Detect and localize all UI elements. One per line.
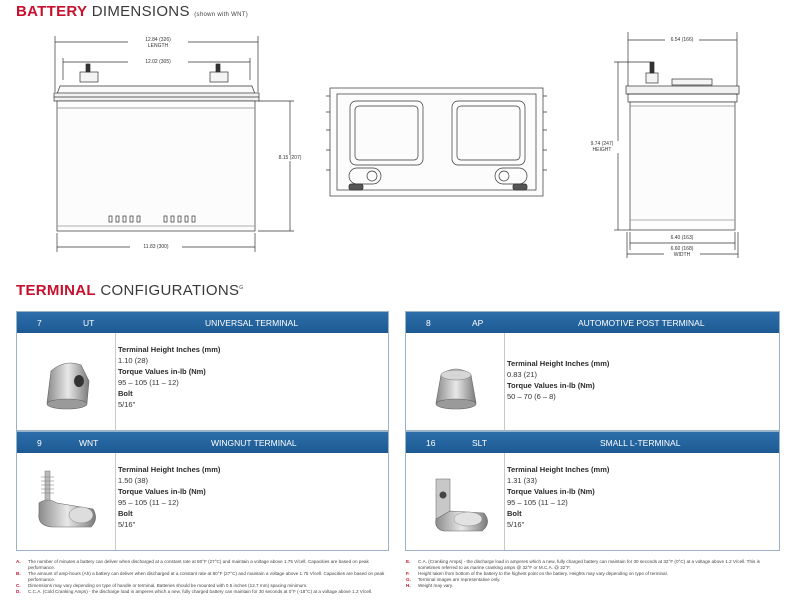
terminal-card-header xyxy=(406,432,779,453)
height-label: HEIGHT xyxy=(592,147,612,153)
height-label: Terminal Height Inches (mm) xyxy=(118,465,221,474)
universal-terminal-image xyxy=(17,333,116,430)
footnote-text: C.A. (Cranking Amps) - the discharge load in amperes which a new, fully charged battery can maintain for 30 seconds at 32°F (0°C) at a voltage above 1.2 V/cell. This is sometimes referred to as marine cranking amps @ 32°F or M.C.A. @ 32°F. xyxy=(418,559,760,570)
width-value: 6.60 (168) xyxy=(670,246,694,252)
terminal-code: WNT xyxy=(79,438,99,448)
height-value: 1.10 (28) xyxy=(118,356,149,365)
terminal-card-ut xyxy=(16,311,389,431)
footnotes-left xyxy=(16,559,386,595)
terminal-code: UT xyxy=(83,318,95,328)
side-view-drawing xyxy=(614,32,739,258)
bolt-label: Bolt xyxy=(118,509,133,518)
terminal-specs xyxy=(507,464,609,530)
top-view-drawing xyxy=(326,88,547,196)
terminal-name: UNIVERSAL TERMINAL xyxy=(205,318,299,328)
terminal-card-wnt xyxy=(16,431,389,551)
terminal-number: 7 xyxy=(37,318,42,328)
footnote-key: G. xyxy=(406,577,411,582)
footnote xyxy=(16,559,386,571)
terminal-card-slt xyxy=(405,431,780,551)
height-value: 1.31 (33) xyxy=(507,476,538,485)
inner-length-dimension: 12.02 (305) xyxy=(128,59,188,65)
bolt-label: Bolt xyxy=(507,509,522,518)
terminal-specs xyxy=(507,358,609,402)
height-label: Terminal Height Inches (mm) xyxy=(118,345,221,354)
terminal-code: AP xyxy=(472,318,484,328)
torque-label: Torque Values in-lb (Nm) xyxy=(507,381,595,390)
width-outer-dimension xyxy=(664,246,700,258)
footnote xyxy=(16,571,386,583)
footnote-text: Height taken from bottom of the battery to the highest point on the battery. Heights may vary depending on type of terminal. xyxy=(418,571,668,576)
small-l-terminal-image xyxy=(406,453,505,550)
footnote-key: C. xyxy=(16,583,21,588)
terminal-heading-rest: CONFIGURATIONS xyxy=(95,282,240,299)
terminal-name: WINGNUT TERMINAL xyxy=(211,438,297,448)
footnote xyxy=(16,589,386,595)
side-height-dimension: 8.15 (207) xyxy=(272,155,308,161)
terminal-card-ap xyxy=(405,311,780,431)
footnote-text: The amount of amp-hours (Ah) a battery can deliver when discharged at a constant rate at 80°F (27°C) and maintain a voltage above 1.75 V/cell. Capacities are based on peak performance. xyxy=(28,571,385,582)
terminal-name: AUTOMOTIVE POST TERMINAL xyxy=(578,318,705,328)
terminal-name: SMALL L-TERMINAL xyxy=(600,438,681,448)
torque-label: Torque Values in-lb (Nm) xyxy=(507,487,595,496)
footnote-mark: G xyxy=(239,285,244,291)
footnote-key: B. xyxy=(16,571,21,576)
footnote-text: The number of minutes a battery can deliver when discharged at a constant rate at 80°F (27°C) and maintain a voltage above 1.75 V/cell. Capacities are based on peak performance. xyxy=(28,559,369,570)
automotive-post-terminal-image xyxy=(406,333,505,430)
height-dimension xyxy=(584,141,620,153)
terminal-heading-accent: TERMINAL xyxy=(16,282,96,299)
bolt-value: 5/16" xyxy=(507,520,525,529)
terminal-card-header xyxy=(17,312,388,333)
footnotes-right xyxy=(406,559,780,589)
width-inner-dimension: 6.40 (163) xyxy=(664,235,700,241)
front-view-drawing xyxy=(54,36,294,252)
terminal-number: 16 xyxy=(426,438,436,448)
footnote-key: H. xyxy=(406,583,411,588)
torque-label: Torque Values in-lb (Nm) xyxy=(118,367,206,376)
height-value: 0.83 (21) xyxy=(507,370,538,379)
terminal-number: 9 xyxy=(37,438,42,448)
terminal-number: 8 xyxy=(426,318,431,328)
torque-value: 95 – 105 (11 – 12) xyxy=(118,378,179,387)
bolt-label: Bolt xyxy=(118,389,133,398)
footnote xyxy=(406,559,780,571)
torque-value: 50 – 70 (6 – 8) xyxy=(507,392,556,401)
bottom-length-dimension: 11.83 (300) xyxy=(130,244,182,250)
length-value: 12.84 (326) xyxy=(145,37,171,43)
torque-label: Torque Values in-lb (Nm) xyxy=(118,487,206,496)
terminal-configurations-heading xyxy=(16,282,243,299)
heading-subtitle: (shown with WNT) xyxy=(194,12,249,18)
footnote-key: E. xyxy=(406,559,411,564)
width-top-dimension: 6.54 (166) xyxy=(665,37,699,43)
terminal-card-header xyxy=(406,312,779,333)
heading-rest: DIMENSIONS xyxy=(87,3,190,20)
height-label: Terminal Height Inches (mm) xyxy=(507,465,610,474)
torque-value: 95 – 105 (11 – 12) xyxy=(507,498,568,507)
terminal-code: SLT xyxy=(472,438,487,448)
height-value: 9.74 (247) xyxy=(590,141,614,147)
heading-accent: BATTERY xyxy=(16,3,88,20)
height-value: 1.50 (38) xyxy=(118,476,149,485)
footnote-key: D. xyxy=(16,589,21,594)
terminal-specs xyxy=(118,464,220,530)
width-label: WIDTH xyxy=(673,252,691,258)
terminal-card-header xyxy=(17,432,388,453)
footnote-text: Terminal images are representative only. xyxy=(418,577,501,582)
footnote-key: A. xyxy=(16,559,21,564)
bolt-value: 5/16" xyxy=(118,520,136,529)
bolt-value: 5/16" xyxy=(118,400,136,409)
length-dimension xyxy=(128,37,188,49)
wingnut-terminal-image xyxy=(17,453,116,550)
footnote-key: F. xyxy=(406,571,410,576)
footnote-text: Weight may vary. xyxy=(418,583,454,588)
footnote xyxy=(406,583,780,589)
length-label: LENGTH xyxy=(147,43,169,49)
height-label: Terminal Height Inches (mm) xyxy=(507,359,610,368)
terminal-specs xyxy=(118,344,220,410)
footnote-text: C.C.A. (Cold Cranking Amps) - the discharge load in amperes which a new, fully charged battery can maintain for 30 seconds at 0°F (-18°C) at a voltage above 1.2 V/cell. xyxy=(28,589,373,594)
torque-value: 95 – 105 (11 – 12) xyxy=(118,498,179,507)
footnote-text: Dimensions may vary depending on type of handle or terminal. Batteries should be mounted with 0.5 inches (12.7 mm) spacing minimum. xyxy=(28,583,308,588)
